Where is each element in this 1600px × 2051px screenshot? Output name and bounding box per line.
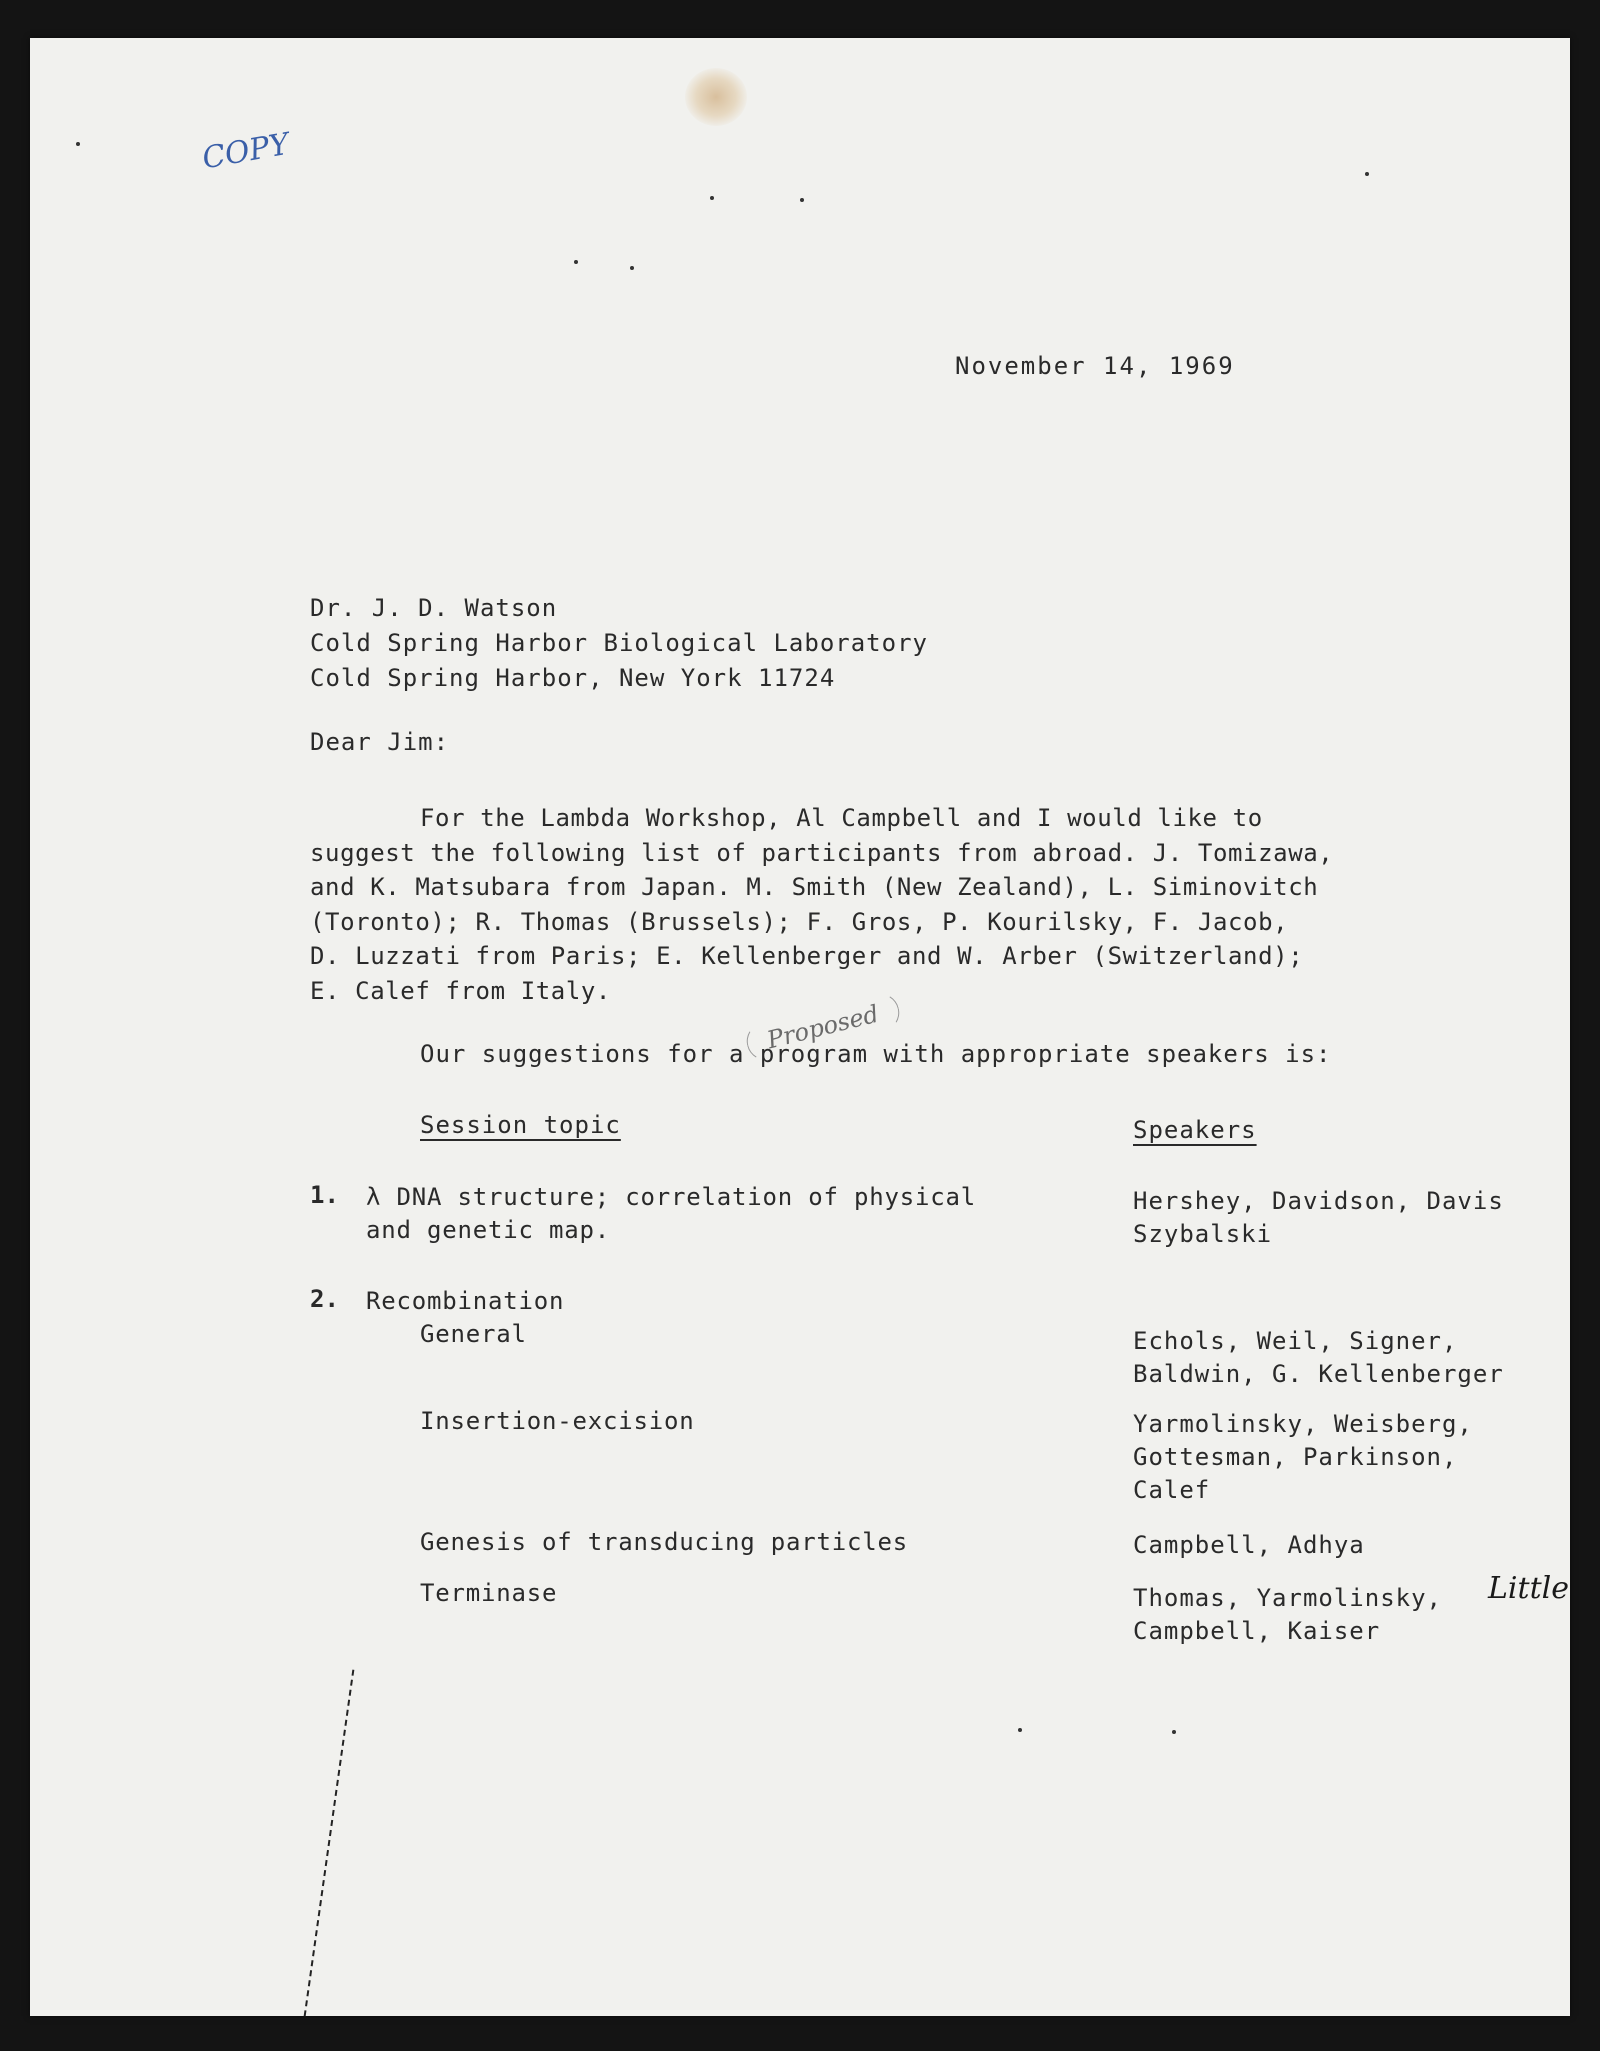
paper-speck [76, 142, 80, 146]
subtopic-speakers [1133, 1325, 1504, 1391]
paragraph-line: and K. Matsubara from Japan. M. Smith (New Zealand), L. Siminovitch [310, 873, 1319, 901]
speakers-line: Gottesman, Parkinson, [1133, 1443, 1458, 1471]
recipient-address: Cold Spring Harbor, New York 11724 [310, 664, 836, 692]
session-topic [366, 1181, 976, 1247]
subtopic: Terminase [420, 1579, 558, 1607]
speakers-header: Speakers [1133, 1116, 1257, 1144]
speakers-line: Campbell, Adhya [1133, 1531, 1365, 1559]
speakers-line: Baldwin, G. Kellenberger [1133, 1360, 1504, 1388]
paragraph-line: For the Lambda Workshop, Al Campbell and I would like to [420, 804, 1263, 832]
letter-page [30, 38, 1570, 2016]
session-speakers [1133, 1185, 1504, 1251]
subtopic-speakers [1133, 1582, 1442, 1648]
paragraph-line: suggest the following list of participants from abroad. J. Tomizawa, [310, 838, 1334, 867]
session-number: 2. [310, 1285, 339, 1313]
paragraph-line: E. Calef from Italy. [310, 976, 611, 1005]
recipient-address-block [310, 591, 928, 696]
paper-speck [1365, 172, 1369, 176]
subtopic: Genesis of transducing particles [420, 1528, 908, 1556]
paper-speck [710, 196, 714, 200]
subtopic-speakers [1133, 1529, 1365, 1562]
proposed-handwritten-insert: Proposed [743, 990, 903, 1065]
speakers-line: Hershey, Davidson, Davis [1133, 1187, 1504, 1215]
recipient-name: Dr. J. D. Watson [310, 594, 558, 622]
paper-speck [1018, 1728, 1022, 1732]
copy-handwritten-mark: COPY [199, 126, 292, 177]
speakers-line: Echols, Weil, Signer, [1133, 1327, 1458, 1355]
letter-date: November 14, 1969 [955, 352, 1235, 380]
paper-speck [574, 260, 578, 264]
little-handwritten-insert: Little [1488, 1571, 1569, 1606]
paper-speck [630, 266, 634, 270]
subtopic-speakers [1133, 1408, 1473, 1507]
session-title: Recombination [366, 1287, 565, 1315]
paragraph-line: D. Luzzati from Paris; E. Kellenberger and W. Arber (Switzerland); [310, 942, 1304, 970]
session-number: 1. [310, 1181, 339, 1209]
recipient-institution: Cold Spring Harbor Biological Laboratory [310, 629, 928, 657]
subtopic: Insertion-excision [420, 1407, 695, 1435]
paper-speck [1172, 1730, 1176, 1734]
speakers-line: Yarmolinsky, Weisberg, [1133, 1410, 1473, 1438]
program-intro: Our suggestions for a program with appropriate speakers is: [420, 1040, 1332, 1068]
session-topic-line: λ DNA structure; correlation of physical [366, 1183, 976, 1211]
speakers-line: Campbell, Kaiser [1133, 1617, 1381, 1645]
paper-speck [800, 198, 804, 202]
speakers-line: Thomas, Yarmolinsky, [1133, 1584, 1442, 1612]
paper-stain [685, 68, 747, 126]
salutation: Dear Jim: [310, 728, 450, 756]
session-topic-header: Session topic [420, 1111, 621, 1139]
speakers-line: Szybalski [1133, 1220, 1273, 1248]
participants-paragraph [310, 801, 1333, 1008]
pencil-scratch-line [304, 1670, 355, 2017]
speakers-line: Calef [1133, 1476, 1211, 1504]
paragraph-line: (Toronto); R. Thomas (Brussels); F. Gros, P. Kourilsky, F. Jacob, [310, 907, 1289, 936]
session-topic-line: and genetic map. [366, 1216, 610, 1244]
subtopic: General [420, 1320, 527, 1348]
